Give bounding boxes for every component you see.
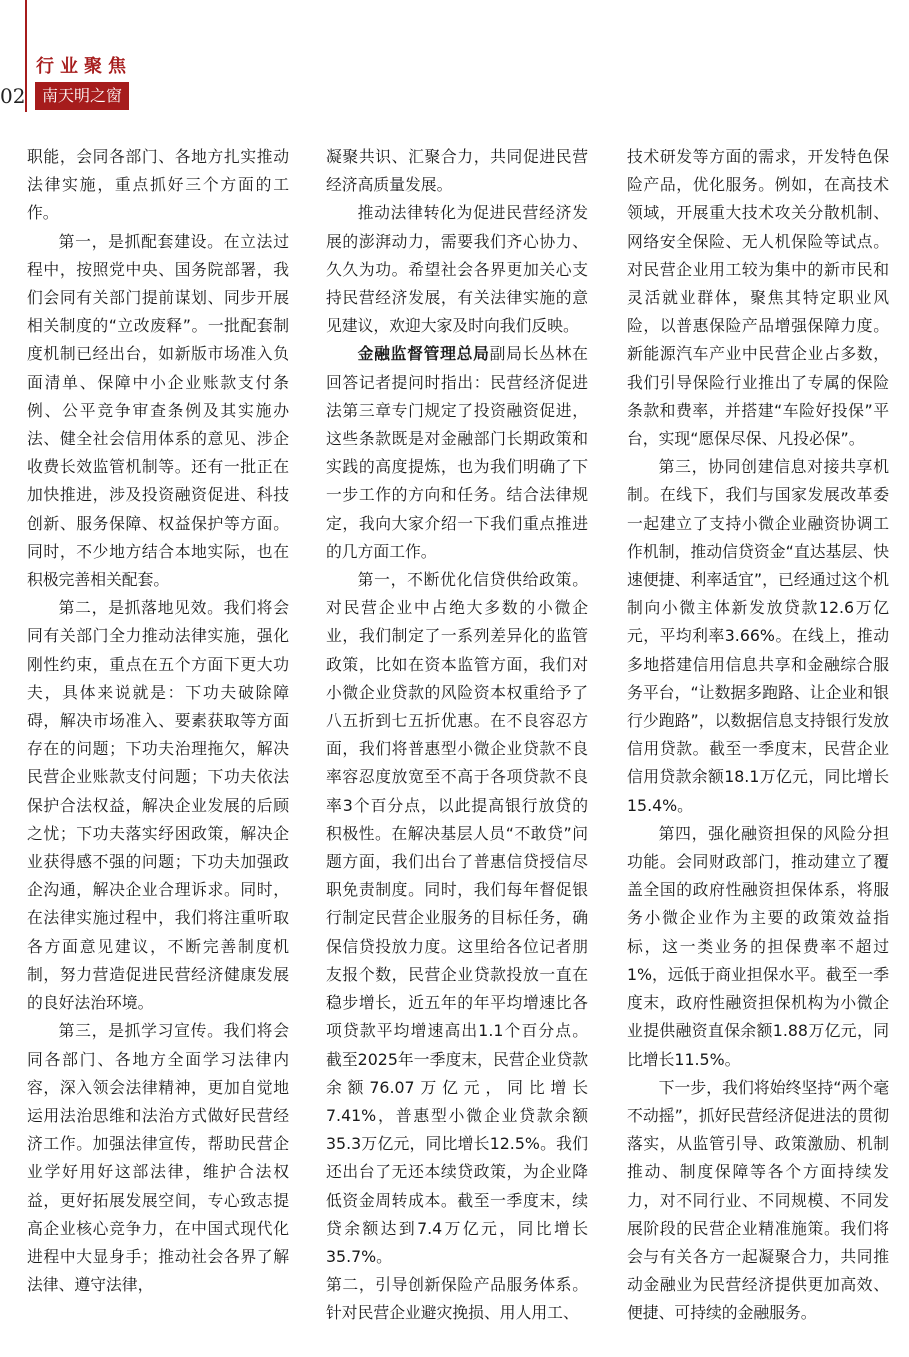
page-number: 02 <box>0 84 26 108</box>
speaker-organization: 金融监督管理总局 <box>357 344 490 364</box>
paragraph: 第二，引导创新保险产品服务体系。针对民营企业避灾挽损、用人用工、 <box>326 1275 588 1323</box>
paragraph: 第四，强化融资担保的风险分担功能。会同财政部门，推动建立了覆盖全国的政府性融资担保体系，将服务小微企业作为主要的政策效益指标，这一类业务的担保费率不超过1%，远低于商业担保水平。截至一季度末，政府性融资担保机构为小微企业提供融资直保余额1.88万亿元，同比增长11.5%。 <box>627 823 889 1069</box>
paragraph: 第一，是抓配套建设。在立法过程中，按照党中央、国务院部署，我们会同有关部门提前谋划、同步开展相关制度的“立改废释”。一批配套制度机制已经出台，如新版市场准入负面清单、保障中小企业账款支付条例、公平竞争审查条例及其实施办法、健全社会信用体系的意见、涉企收费长效监管机制等。还有一批正在加快推进，涉及投资融资促进、科技创新、服务保障、权益保护等方面。同时，不少地方结合本地实际，也在积极完善相关配套。 <box>27 231 289 590</box>
column-name-badge: 南天明之窗 <box>35 82 129 110</box>
paragraph: 凝聚共识、汇聚合力，共同促进民营经济高质量发展。 <box>326 147 588 195</box>
paragraph: 第一，不断优化信贷供给政策。对民营企业中占绝大多数的小微企业，我们制定了一系列差异化的监管政策，比如在资本监管方面，我们对小微企业贷款的风险资本权重给予了八五折到七五折优惠。在不良容忍方面，我们将普惠型小微企业贷款不良率容忍度放宽至不高于各项贷款不良率3个百分点，以此提高银行放贷的积极性。在解决基层人员“不敢贷”问题方面，我们出台了普惠信贷授信尽职免责制度。同时，我们每年督促银行制定民营企业服务的目标任务，确保信贷投放力度。这里给各位记者朋友报个数，民营企业贷款投放一直在稳步增长，近五年的年平均增速比各项贷款平均增速高出1.1个百分点。截至2025年一季度末，民营企业贷款余额76.07万亿元，同比增长7.41%，普惠型小微企业贷款余额35.3万亿元，同比增长12.5%。我们还出台了无还本续贷政策，为企业降低资金周转成本。截至一季度末，续贷余额达到7.4万亿元，同比增长35.7%。 <box>326 570 588 1266</box>
paragraph <box>326 340 588 566</box>
paragraph-text: 副局长丛林在回答记者提问时指出：民营经济促进法第三章专门规定了投资融资促进，这些条款既是对金融部门长期政策和实践的高度提炼，也为我们明确了下一步工作的方向和任务。结合法律规定，我向大家介绍一下我们重点推进的几方面工作。 <box>326 344 588 561</box>
paragraph: 第三，是抓学习宣传。我们将会同各部门、各地方全面学习法律内容，深入领会法律精神，更加自觉地运用法治思维和法治方式做好民营经济工作。加强法律宣传，帮助民营企业学好用好这部法律，维护合法权益，更好拓展发展空间，专心致志提高企业核心竞争力，在中国式现代化进程中大显身手；推动社会各界了解法律、遵守法律， <box>27 1021 289 1295</box>
paragraph: 技术研发等方面的需求，开发特色保险产品，优化服务。例如，在高技术领域，开展重大技术攻关分散机制、网络安全保险、无人机保险等试点。对民营企业用工较为集中的新市民和灵活就业群体，聚焦其特定职业风险，以普惠保险产品增强保障力度。新能源汽车产业中民营企业占多数，我们引导保险行业推出了专属的保险条款和费率，并搭建“车险好投保”平台，实现“愿保尽保、凡投必保”。 <box>627 147 889 449</box>
article-column-3 <box>627 143 889 1357</box>
paragraph: 下一步，我们将始终坚持“两个毫不动摇”，抓好民营经济促进法的贯彻落实，从监管引导、政策激励、机制推动、制度保障等各个方面持续发力，对不同行业、不同规模、不同发展阶段的民营企业精准施策。我们将会与有关各方一起凝聚合力，共同推动金融业为民营经济提供更加高效、便捷、可持续的金融服务。 <box>627 1077 889 1323</box>
paragraph: 第二，是抓落地见效。我们将会同有关部门全力推动法律实施，强化刚性约束，重点在五个方面下更大功夫，具体来说就是：下功夫破除障碍，解决市场准入、要素获取等方面存在的问题；下功夫治理拖欠，解决民营企业账款支付问题；下功夫依法保护合法权益，解决企业发展的后顾之忧；下功夫落实纾困政策，解决企业获得感不强的问题；下功夫加强政企沟通，解决企业合理诉求。同时，在法律实施过程中，我们将注重听取各方面意见建议，不断完善制度机制，努力营造促进民营经济健康发展的良好法治环境。 <box>27 598 289 1013</box>
paragraph: 职能，会同各部门、各地方扎实推动法律实施，重点抓好三个方面的工作。 <box>27 147 289 223</box>
article-column-1 <box>27 143 289 1357</box>
paragraph: 推动法律转化为促进民营经济发展的澎湃动力，需要我们齐心协力、久久为功。希望社会各界更加关心支持民营经济发展，有关法律实施的意见建议，欢迎大家及时向我们反映。 <box>326 203 588 336</box>
section-title: 行业聚焦 <box>36 56 132 77</box>
paragraph: 第三，协同创建信息对接共享机制。在线下，我们与国家发展改革委一起建立了支持小微企业融资协调工作机制，推动信贷资金“直达基层、快速便捷、利率适宜”，已经通过这个机制向小微主体新发放贷款12.6万亿元，平均利率3.66%。在线上，推动多地搭建信用信息共享和金融综合服务平台，“让数据多跑路、让企业和银行少跑路”，以数据信息支持银行发放信用贷款。截至一季度末，民营企业信用贷款余额18.1万亿元，同比增长15.4%。 <box>627 457 889 815</box>
article-column-2 <box>326 143 588 1357</box>
